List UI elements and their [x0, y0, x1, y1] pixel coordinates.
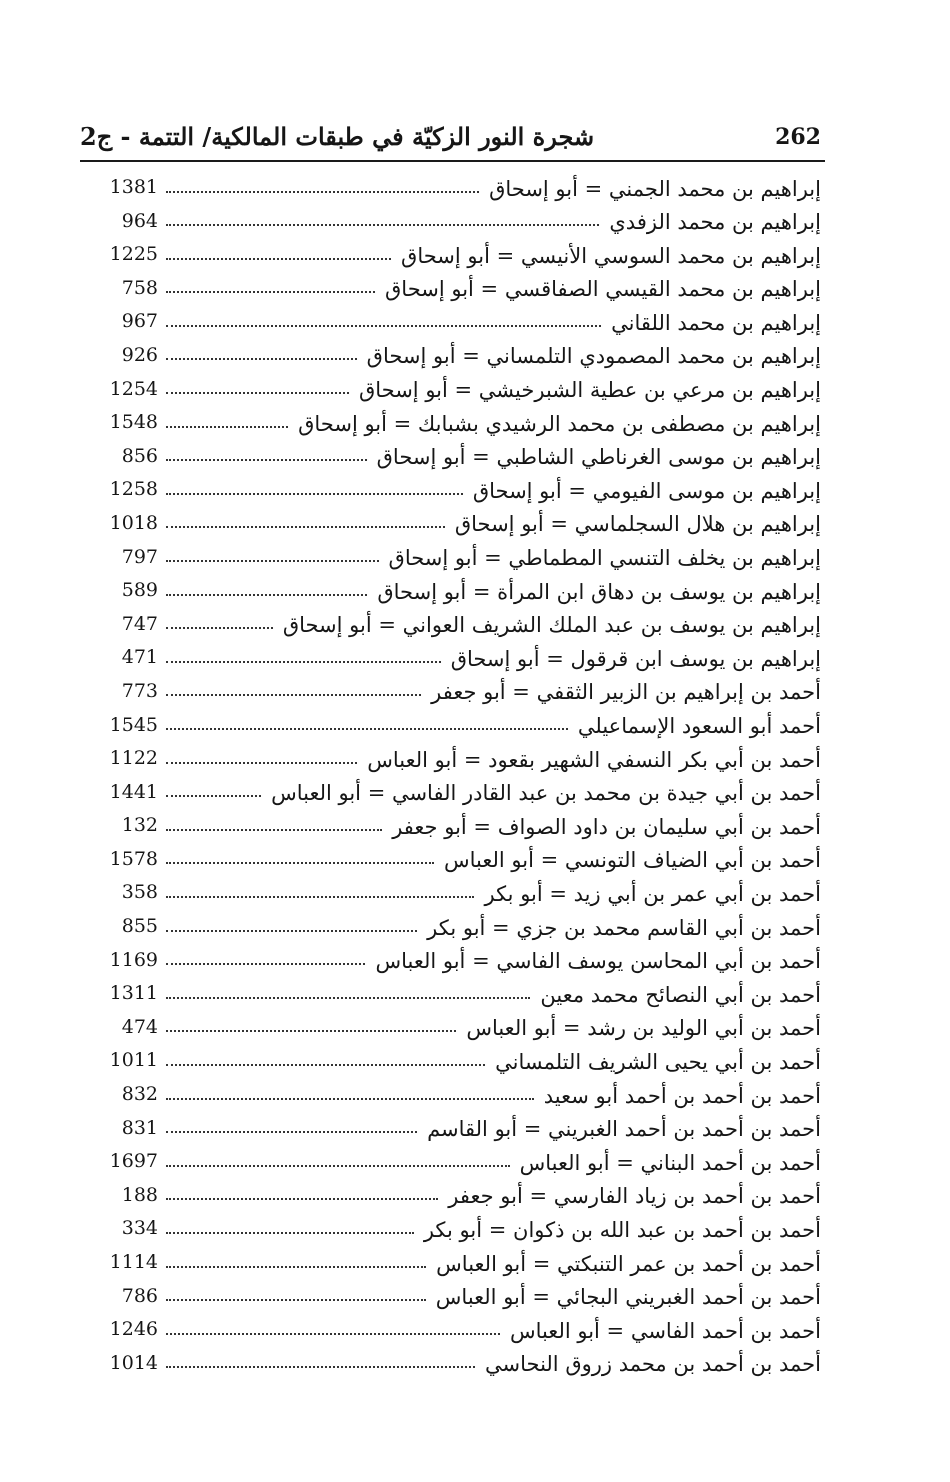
- index-entry: [96, 474, 821, 508]
- entry-line: [166, 743, 821, 776]
- page-number: 262: [775, 124, 821, 150]
- dot-leader: [166, 325, 601, 327]
- entry-line: [166, 306, 821, 339]
- entry-page-number: 474: [121, 1015, 158, 1038]
- entry-name: إبراهيم بن مصطفى بن محمد الرشيدي بشبابك = أبو إسحاق: [298, 411, 821, 436]
- index-entry: [96, 172, 821, 206]
- dot-leader: [166, 459, 367, 461]
- entry-name: أحمد بن أحمد بن أحمد الغبريني = أبو القاسم: [427, 1117, 821, 1142]
- entry-page-number: 1697: [109, 1150, 158, 1173]
- entry-name: إبراهيم بن محمد السوسي الأنيسي = أبو إسحاق: [401, 243, 821, 268]
- index-entry: [96, 1079, 821, 1113]
- index-entry: [96, 710, 821, 744]
- entry-line: [166, 575, 821, 608]
- dot-leader: [166, 526, 445, 528]
- index-entry: [96, 1012, 821, 1046]
- entry-name: أحمد بن أبي جيدة بن محمد بن عبد القادر الفاسي = أبو العباس: [271, 781, 821, 806]
- dot-leader: [166, 896, 474, 898]
- index-entry: [96, 575, 821, 609]
- entry-page-number: 926: [121, 343, 158, 366]
- index-entry: [96, 273, 821, 307]
- entry-name: أحمد بن أبي الضياف التونسي = أبو العباس: [443, 848, 821, 873]
- entry-name: أحمد بن أبي عمر بن أبي زيد = أبو بكر: [484, 881, 821, 906]
- entry-line: [166, 508, 821, 541]
- entry-line: [166, 945, 821, 978]
- entry-name: أحمد بن أبي سليمان بن داود الصواف = أبو جعفر: [392, 814, 821, 839]
- dot-leader: [166, 1333, 500, 1335]
- entry-page-number: 964: [121, 209, 158, 232]
- dot-leader: [166, 1165, 510, 1167]
- dot-leader: [166, 1064, 485, 1066]
- entry-name: إبراهيم بن موسى الفيومي = أبو إسحاق: [472, 478, 821, 503]
- entry-name: أحمد بن أحمد الغبريني البجائي = أبو العباس: [435, 1285, 821, 1310]
- entry-name: إبراهيم بن محمد الزفدي: [609, 210, 821, 235]
- entry-line: [166, 407, 821, 440]
- dot-leader: [166, 560, 379, 562]
- entry-page-number: 471: [121, 646, 158, 669]
- dot-leader: [166, 1232, 414, 1234]
- dot-leader: [166, 392, 349, 394]
- dot-leader: [166, 795, 261, 797]
- entry-name: أحمد بن أبي النصائح محمد معين: [540, 982, 821, 1007]
- entry-name: إبراهيم بن يخلف التنسي المطماطي = أبو إسحاق: [388, 546, 821, 571]
- entry-name: إبراهيم بن مرعي بن عطية الشبرخيشي = أبو إسحاق: [358, 378, 821, 403]
- entry-line: [166, 1314, 821, 1347]
- entry-line: [166, 1113, 821, 1146]
- dot-leader: [166, 694, 421, 696]
- index-entry: [96, 777, 821, 811]
- dot-leader: [166, 426, 288, 428]
- entry-page-number: 1011: [109, 1049, 158, 1072]
- entry-line: [166, 273, 821, 306]
- dot-leader: [166, 762, 357, 764]
- dot-leader: [166, 627, 273, 629]
- dot-leader: [166, 594, 367, 596]
- entry-page-number: 1311: [109, 982, 158, 1005]
- entry-line: [166, 642, 821, 675]
- entry-line: [166, 1213, 821, 1246]
- entry-page-number: 1548: [109, 411, 158, 434]
- dot-leader: [166, 1198, 438, 1200]
- index-entry: [96, 1213, 821, 1247]
- dot-leader: [166, 1098, 534, 1100]
- entry-page-number: 358: [121, 881, 158, 904]
- entry-page-number: 1018: [109, 511, 158, 534]
- entry-name: أحمد بن أحمد بن عمر التنبكتي = أبو العباس: [436, 1251, 821, 1276]
- entry-page-number: 967: [121, 310, 158, 333]
- entry-name: أحمد بن أحمد بن أحمد أبو سعيد: [543, 1083, 821, 1108]
- entry-name: إبراهيم بن محمد المصمودي التلمساني = أبو إسحاق: [366, 344, 821, 369]
- index-entry: [96, 1045, 821, 1079]
- entry-name: إبراهيم بن محمد القيسي الصفاقسي = أبو إسحاق: [385, 277, 821, 302]
- dot-leader: [166, 1131, 417, 1133]
- index-entry: [96, 609, 821, 643]
- entry-page-number: 1441: [109, 780, 158, 803]
- dot-leader: [166, 291, 375, 293]
- entry-name: أحمد بن أحمد البناني = أبو العباس: [519, 1150, 821, 1175]
- entry-page-number: 1545: [109, 713, 158, 736]
- entry-name: إبراهيم بن يوسف ابن قرقول = أبو إسحاق: [450, 646, 821, 671]
- entry-name: أحمد بن أحمد بن زياد الفارسي = أبو جعفر: [448, 1184, 821, 1209]
- entry-line: [166, 777, 821, 810]
- entry-page-number: 786: [121, 1284, 158, 1307]
- dot-leader: [166, 1266, 426, 1268]
- entry-name: أحمد بن أبي بكر النسفي الشهير بقعود = أبو العباس: [367, 747, 821, 772]
- entry-page-number: 747: [121, 612, 158, 635]
- dot-leader: [166, 997, 530, 999]
- index-entry: [96, 542, 821, 576]
- dot-leader: [166, 224, 599, 226]
- entry-line: [166, 810, 821, 843]
- dot-leader: [166, 258, 391, 260]
- dot-leader: [166, 862, 434, 864]
- entry-line: [166, 441, 821, 474]
- entry-page-number: 856: [121, 444, 158, 467]
- entry-name: إبراهيم بن هلال السجلماسي = أبو إسحاق: [454, 512, 821, 537]
- dot-leader: [166, 930, 417, 932]
- entry-line: [166, 1012, 821, 1045]
- index-entry: [96, 374, 821, 408]
- entry-line: [166, 1146, 821, 1179]
- entry-page-number: 132: [121, 814, 158, 837]
- index-entry: [96, 676, 821, 710]
- entry-line: [166, 542, 821, 575]
- entry-line: [166, 374, 821, 407]
- entry-page-number: 1122: [109, 747, 158, 770]
- entry-name: أحمد بن أبي الوليد بن رشد = أبو العباس: [466, 1016, 821, 1041]
- entry-line: [166, 1180, 821, 1213]
- entry-page-number: 1169: [109, 948, 158, 971]
- index-entry: [96, 810, 821, 844]
- index-entry: [96, 306, 821, 340]
- index-entry: [96, 945, 821, 979]
- entry-page-number: 1381: [109, 176, 158, 198]
- entry-name: أحمد بن أحمد بن عبد الله بن ذكوان = أبو بكر: [423, 1217, 821, 1242]
- entry-line: [166, 978, 821, 1011]
- header-rule: [80, 160, 825, 162]
- entry-name: أحمد بن أحمد بن محمد زروق النحاسي: [485, 1352, 821, 1377]
- entry-name: أحمد بن إبراهيم بن الزبير الثقفي = أبو جعفر: [431, 680, 821, 705]
- entry-page-number: 589: [121, 579, 158, 602]
- index-entry: [96, 911, 821, 945]
- entry-page-number: 758: [121, 276, 158, 299]
- index-entry: [96, 743, 821, 777]
- entry-line: [166, 710, 821, 743]
- entry-name: أحمد بن أحمد الفاسي = أبو العباس: [509, 1318, 821, 1343]
- entry-page-number: 334: [121, 1217, 158, 1240]
- entry-line: [166, 1348, 821, 1381]
- index-entry: [96, 1180, 821, 1214]
- entry-line: [166, 1247, 821, 1280]
- index-entry: [96, 877, 821, 911]
- dot-leader: [166, 1366, 475, 1368]
- entry-page-number: 855: [121, 915, 158, 938]
- index-entry: [96, 642, 821, 676]
- index-entry: [96, 978, 821, 1012]
- index-list: [96, 172, 821, 1381]
- entry-line: [166, 676, 821, 709]
- entry-page-number: 1258: [109, 478, 158, 501]
- index-entry: [96, 1281, 821, 1315]
- entry-name: أحمد بن أبي المحاسن يوسف الفاسي = أبو العباس: [375, 949, 821, 974]
- entry-line: [166, 1045, 821, 1078]
- index-entry: [96, 1146, 821, 1180]
- entry-line: [166, 609, 821, 642]
- entry-name: إبراهيم بن محمد اللقاني: [611, 310, 821, 335]
- index-entry: [96, 239, 821, 273]
- entry-page-number: 1114: [109, 1251, 158, 1273]
- running-title: شجرة النور الزكيّة في طبقات المالكية/ التتمة - ج2: [80, 122, 595, 151]
- index-entry: [96, 407, 821, 441]
- entry-line: [166, 911, 821, 944]
- entry-page-number: 1225: [109, 243, 158, 266]
- entry-line: [166, 206, 821, 239]
- entry-page-number: 1014: [109, 1351, 158, 1374]
- dot-leader: [166, 1299, 426, 1301]
- entry-page-number: 832: [121, 1083, 158, 1106]
- entry-page-number: 773: [121, 679, 158, 702]
- dot-leader: [166, 963, 365, 965]
- entry-page-number: 831: [121, 1116, 158, 1139]
- entry-name: إبراهيم بن محمد الجمني = أبو إسحاق: [489, 176, 821, 201]
- entry-name: أحمد بن أبي يحيى الشريف التلمساني: [495, 1049, 821, 1074]
- entry-page-number: 188: [121, 1183, 158, 1206]
- page-header: [80, 122, 825, 158]
- index-entry: [96, 1314, 821, 1348]
- index-entry: [96, 206, 821, 240]
- entry-line: [166, 877, 821, 910]
- index-entry: [96, 1247, 821, 1281]
- entry-line: [166, 844, 821, 877]
- entry-line: [166, 1079, 821, 1112]
- entry-name: إبراهيم بن يوسف بن عبد الملك الشريف العواني = أبو إسحاق: [282, 613, 821, 638]
- dot-leader: [166, 191, 479, 193]
- index-entry: [96, 1348, 821, 1382]
- entry-line: [166, 1281, 821, 1314]
- entry-line: [166, 239, 821, 272]
- entry-name: أحمد بن أبي القاسم محمد بن جزي = أبو بكر: [427, 915, 821, 940]
- dot-leader: [166, 728, 568, 730]
- entry-name: إبراهيم بن موسى الغرناطي الشاطبي = أبو إسحاق: [376, 445, 821, 470]
- entry-line: [166, 340, 821, 373]
- entry-page-number: 1246: [109, 1318, 158, 1341]
- dot-leader: [166, 1030, 456, 1032]
- entry-page-number: 1578: [109, 847, 158, 870]
- dot-leader: [166, 358, 357, 360]
- entry-line: [166, 172, 821, 205]
- entry-line: [166, 474, 821, 507]
- index-entry: [96, 441, 821, 475]
- index-entry: [96, 1113, 821, 1147]
- index-entry: [96, 340, 821, 374]
- dot-leader: [166, 493, 463, 495]
- entry-name: أحمد أبو السعود الإسماعيلي: [577, 714, 821, 738]
- entry-name: إبراهيم بن يوسف بن دهاق ابن المرأة = أبو إسحاق: [377, 579, 821, 604]
- dot-leader: [166, 661, 441, 663]
- entry-page-number: 1254: [109, 377, 158, 400]
- dot-leader: [166, 829, 382, 831]
- index-entry: [96, 844, 821, 878]
- entry-page-number: 797: [121, 545, 158, 568]
- index-entry: [96, 508, 821, 542]
